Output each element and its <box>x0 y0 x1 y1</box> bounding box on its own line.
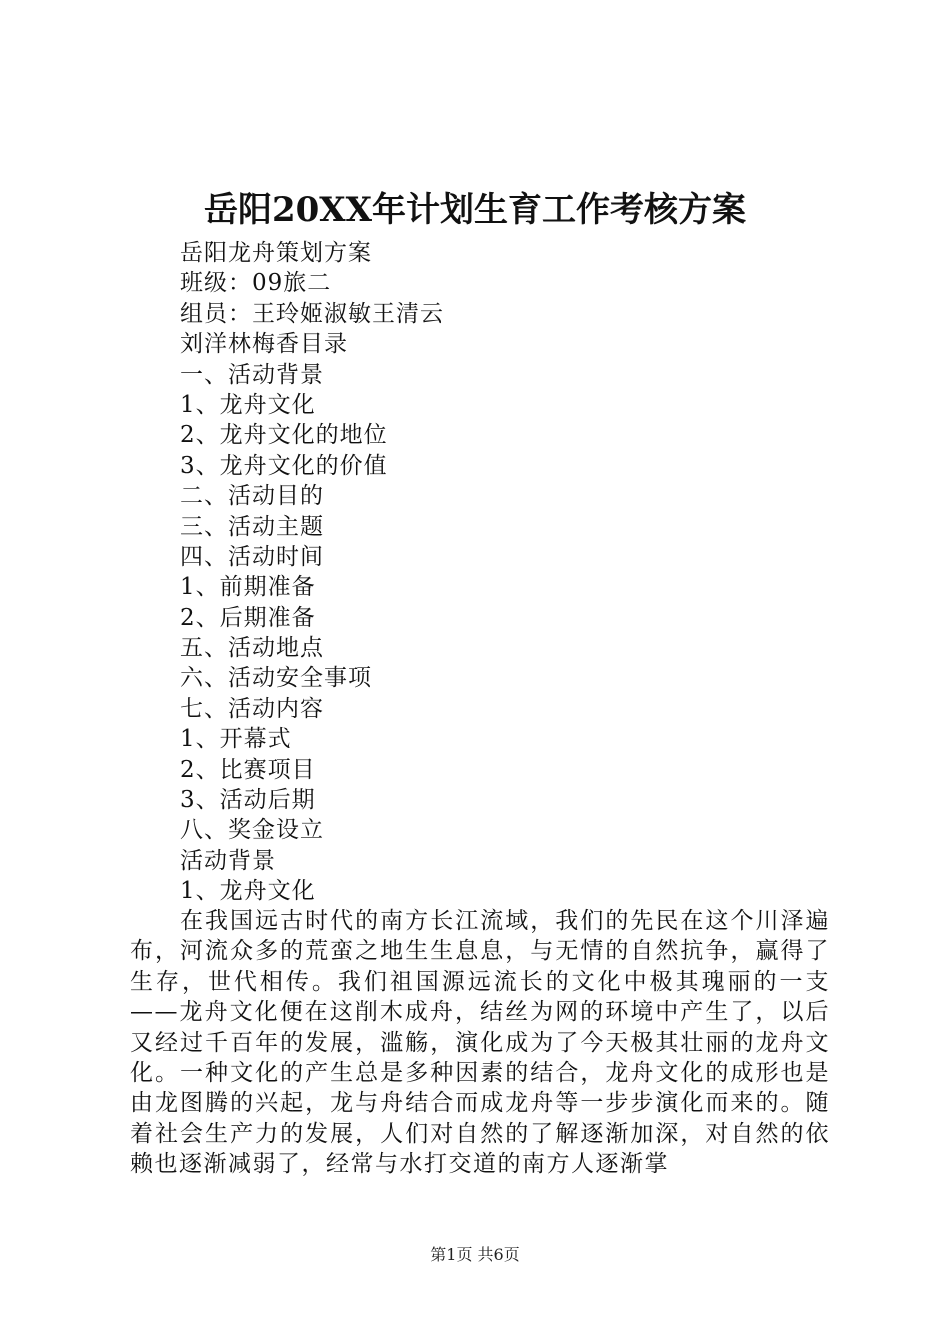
outline-line: 2、比赛项目 <box>180 756 316 783</box>
outline-line: 2、龙舟文化的地位 <box>180 422 388 449</box>
outline-line: 3、龙舟文化的价值 <box>180 452 388 479</box>
outline-line: 2、后期准备 <box>180 604 316 631</box>
outline-line: 组员：王玲姬淑敏王清云 <box>180 300 444 327</box>
outline-line: 五、活动地点 <box>180 635 324 662</box>
outline-line: 活动背景 <box>180 847 276 874</box>
outline-line: 三、活动主题 <box>180 513 324 540</box>
outline-list <box>180 238 880 907</box>
body-paragraph: 在我国远古时代的南方长江流域，我们的先民在这个川泽遍布，河流众多的荒蛮之地生生息息，与无情的自然抗争，赢得了生存，世代相传。我们祖国源远流长的文化中极其瑰丽的一支——龙舟文化便在这削木成舟，结丝为网的环境中产生了，以后又经过千百年的发展，滥觞，演化成为了今天极其壮丽的龙舟文化。一种文化的产生总是多种因素的结合，龙舟文化的成形也是由龙图腾的兴起，龙与舟结合而成龙舟等一步步演化而来的。随着社会生产力的发展，人们对自然的了解逐渐加深，对自然的依赖也逐渐减弱了，经常与水打交道的南方人逐渐掌 <box>130 908 830 1178</box>
outline-line: 二、活动目的 <box>180 483 324 510</box>
outline-line: 八、奖金设立 <box>180 817 324 844</box>
outline-line: 1、龙舟文化 <box>180 878 316 905</box>
outline-line: 六、活动安全事项 <box>180 665 372 692</box>
outline-line: 1、前期准备 <box>180 574 316 601</box>
document-title: 岳阳20XX年计划生育工作考核方案 <box>203 190 747 230</box>
outline-line: 七、活动内容 <box>180 695 324 722</box>
outline-line: 一、活动背景 <box>180 361 324 388</box>
outline-line: 班级：09旅二 <box>180 270 332 297</box>
outline-line: 岳阳龙舟策划方案 <box>180 240 372 266</box>
outline-line: 1、开幕式 <box>180 726 292 753</box>
outline-line: 刘洋林梅香目录 <box>180 331 348 358</box>
outline-line: 1、龙舟文化 <box>180 391 316 418</box>
outline-line: 3、活动后期 <box>180 787 316 814</box>
outline-line: 四、活动时间 <box>180 543 324 570</box>
page-footer: 第1页 共6页 <box>430 1245 520 1264</box>
